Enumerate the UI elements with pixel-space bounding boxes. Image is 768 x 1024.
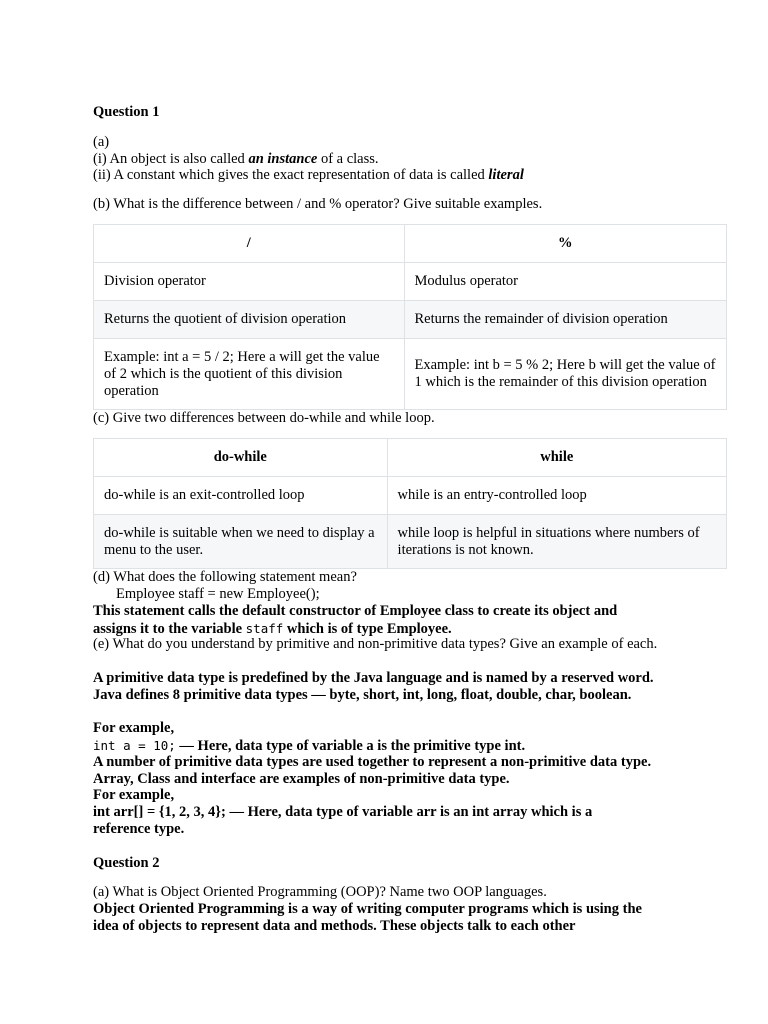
table-cell: while is an entry-controlled loop — [387, 477, 726, 515]
q2a-question: (a) What is Object Oriented Programming (OOP)? Name two OOP languages. — [93, 884, 547, 900]
operator-comparison-table — [93, 224, 727, 410]
table-header-row — [94, 225, 727, 263]
q1e-answer-primitive: A primitive data type is predefined by the Java language and is named by a reserved word. Java defines 8 primitive data types — byte, short, int, long, float, double, char, boolean. — [93, 670, 654, 703]
q1d-question: (d) What does the following statement mean? — [93, 569, 357, 585]
table-cell: Example: int a = 5 / 2; Here a will get the value of 2 which is the quotient of this division operation — [94, 339, 405, 410]
table-row — [94, 339, 727, 410]
inline-code-staff: staff — [245, 621, 284, 636]
q1c-question: (c) Give two differences between do-while and while loop. — [93, 410, 435, 426]
header-while: while — [387, 439, 726, 477]
loop-comparison-table — [93, 438, 727, 569]
q1a-i-line: (i) An object is also called an instance of a class. — [93, 151, 379, 167]
table-row — [94, 301, 727, 339]
question-2-heading: Question 2 — [93, 855, 160, 871]
question-1-heading: Question 1 — [93, 104, 160, 120]
table-cell: Returns the remainder of division operation — [404, 301, 727, 339]
emphasis-literal: literal — [488, 167, 524, 183]
table-header-row — [94, 439, 727, 477]
q1a-label: (a) — [93, 134, 110, 150]
q1e-answer-non-primitive: A number of primitive data types are used together to represent a non-primitive data type. Array, Class and interface are examples of non-primitive data type. — [93, 754, 652, 787]
table-cell: Modulus operator — [404, 263, 727, 301]
q1e-example-label-2: For example, — [93, 787, 175, 803]
q1d-answer: This statement calls the default constructor of Employee class to create its object and assigns it to the variable staff which is of type Employee. — [93, 603, 618, 637]
table-row — [94, 477, 727, 515]
q1a-ii-line: (ii) A constant which gives the exact representation of data is called literal — [93, 167, 524, 183]
table-cell: do-while is an exit-controlled loop — [94, 477, 388, 515]
table-row — [94, 515, 727, 569]
header-do-while: do-while — [94, 439, 388, 477]
emphasis-an-instance: an instance — [248, 151, 318, 167]
table-cell: Returns the quotient of division operation — [94, 301, 405, 339]
q1e-example-label-1: For example, — [93, 720, 175, 736]
inline-code-int-a: int a = 10; — [93, 738, 176, 753]
header-division: / — [94, 225, 405, 263]
table-cell: do-while is suitable when we need to display a menu to the user. — [94, 515, 388, 569]
table-cell: Division operator — [94, 263, 405, 301]
table-cell: Example: int b = 5 % 2; Here b will get the value of 1 which is the remainder of this division operation — [404, 339, 727, 410]
table-cell: while loop is helpful in situations where numbers of iterations is not known. — [387, 515, 726, 569]
q1e-example-2: int arr[] = {1, 2, 3, 4}; — Here, data type of variable arr is an int array which is a reference type. — [93, 804, 593, 837]
header-modulus: % — [404, 225, 727, 263]
q1e-question: (e) What do you understand by primitive and non-primitive data types? Give an example of each. — [93, 636, 658, 652]
q1b-question: (b) What is the difference between / and % operator? Give suitable examples. — [93, 196, 543, 212]
q2a-answer: Object Oriented Programming is a way of writing computer programs which is using the idea of objects to represent data and methods. These objects talk to each other — [93, 901, 642, 934]
q1e-example-1: int a = 10; — Here, data type of variable a is the primitive type int. — [93, 738, 526, 754]
q1d-code-statement: Employee staff = new Employee(); — [116, 586, 320, 602]
table-row — [94, 263, 727, 301]
